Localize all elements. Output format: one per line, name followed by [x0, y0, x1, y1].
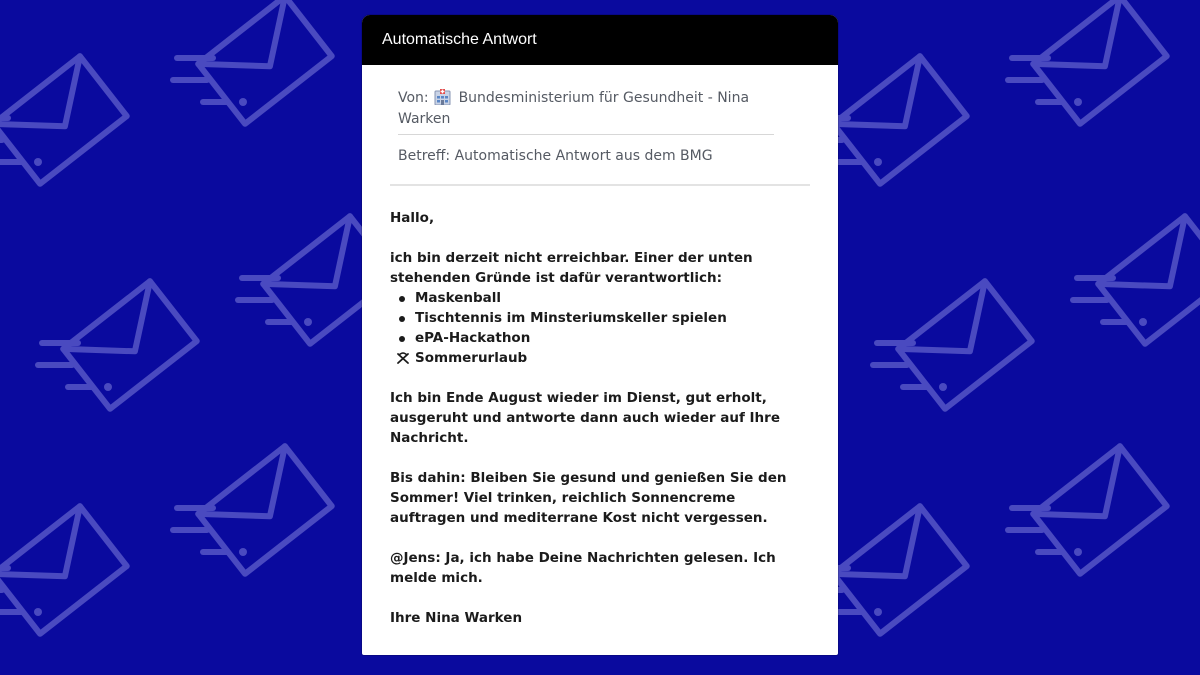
subject-field: Betreff: Automatische Antwort aus dem BMG [398, 148, 713, 164]
bullet-icon [399, 316, 405, 322]
umbrella-check-icon [396, 351, 408, 371]
from-name: Bundesministerium für Gesundheit - Nina Warken [398, 90, 750, 127]
signature: Ihre Nina Warken [390, 610, 523, 626]
greeting: Hallo, [390, 210, 435, 226]
list-item: Sommerurlaub [390, 348, 810, 368]
list-item: ePA-Hackathon [390, 328, 810, 348]
hospital-icon [434, 89, 451, 110]
auto-reply-window [362, 15, 838, 655]
from-prefix: Von: [398, 90, 429, 106]
return-note: Ich bin Ende August wieder im Dienst, gut erholt, ausgeruht und antworte dann auch wieder auf Ihre Nachricht. [390, 390, 780, 446]
reasons-list [390, 288, 810, 368]
list-item: Maskenball [390, 288, 810, 308]
bullet-icon [399, 336, 405, 342]
window-title: Automatische Antwort [362, 15, 838, 65]
intro-text: ich bin derzeit nicht erreichbar. Einer der unten stehenden Gründe ist dafür verantwortlich: [390, 250, 753, 286]
message-body [362, 186, 838, 628]
list-item: Tischtennis im Minsteriumskeller spielen [390, 308, 810, 328]
bullet-icon [399, 296, 405, 302]
advice-text: Bis dahin: Bleiben Sie gesund und genießen Sie den Sommer! Viel trinken, reichlich Sonnencreme auftragen und mediterrane Kost nicht vergessen. [390, 470, 787, 526]
from-field [398, 65, 774, 135]
jens-note: @Jens: Ja, ich habe Deine Nachrichten gelesen. Ich melde mich. [390, 550, 776, 586]
